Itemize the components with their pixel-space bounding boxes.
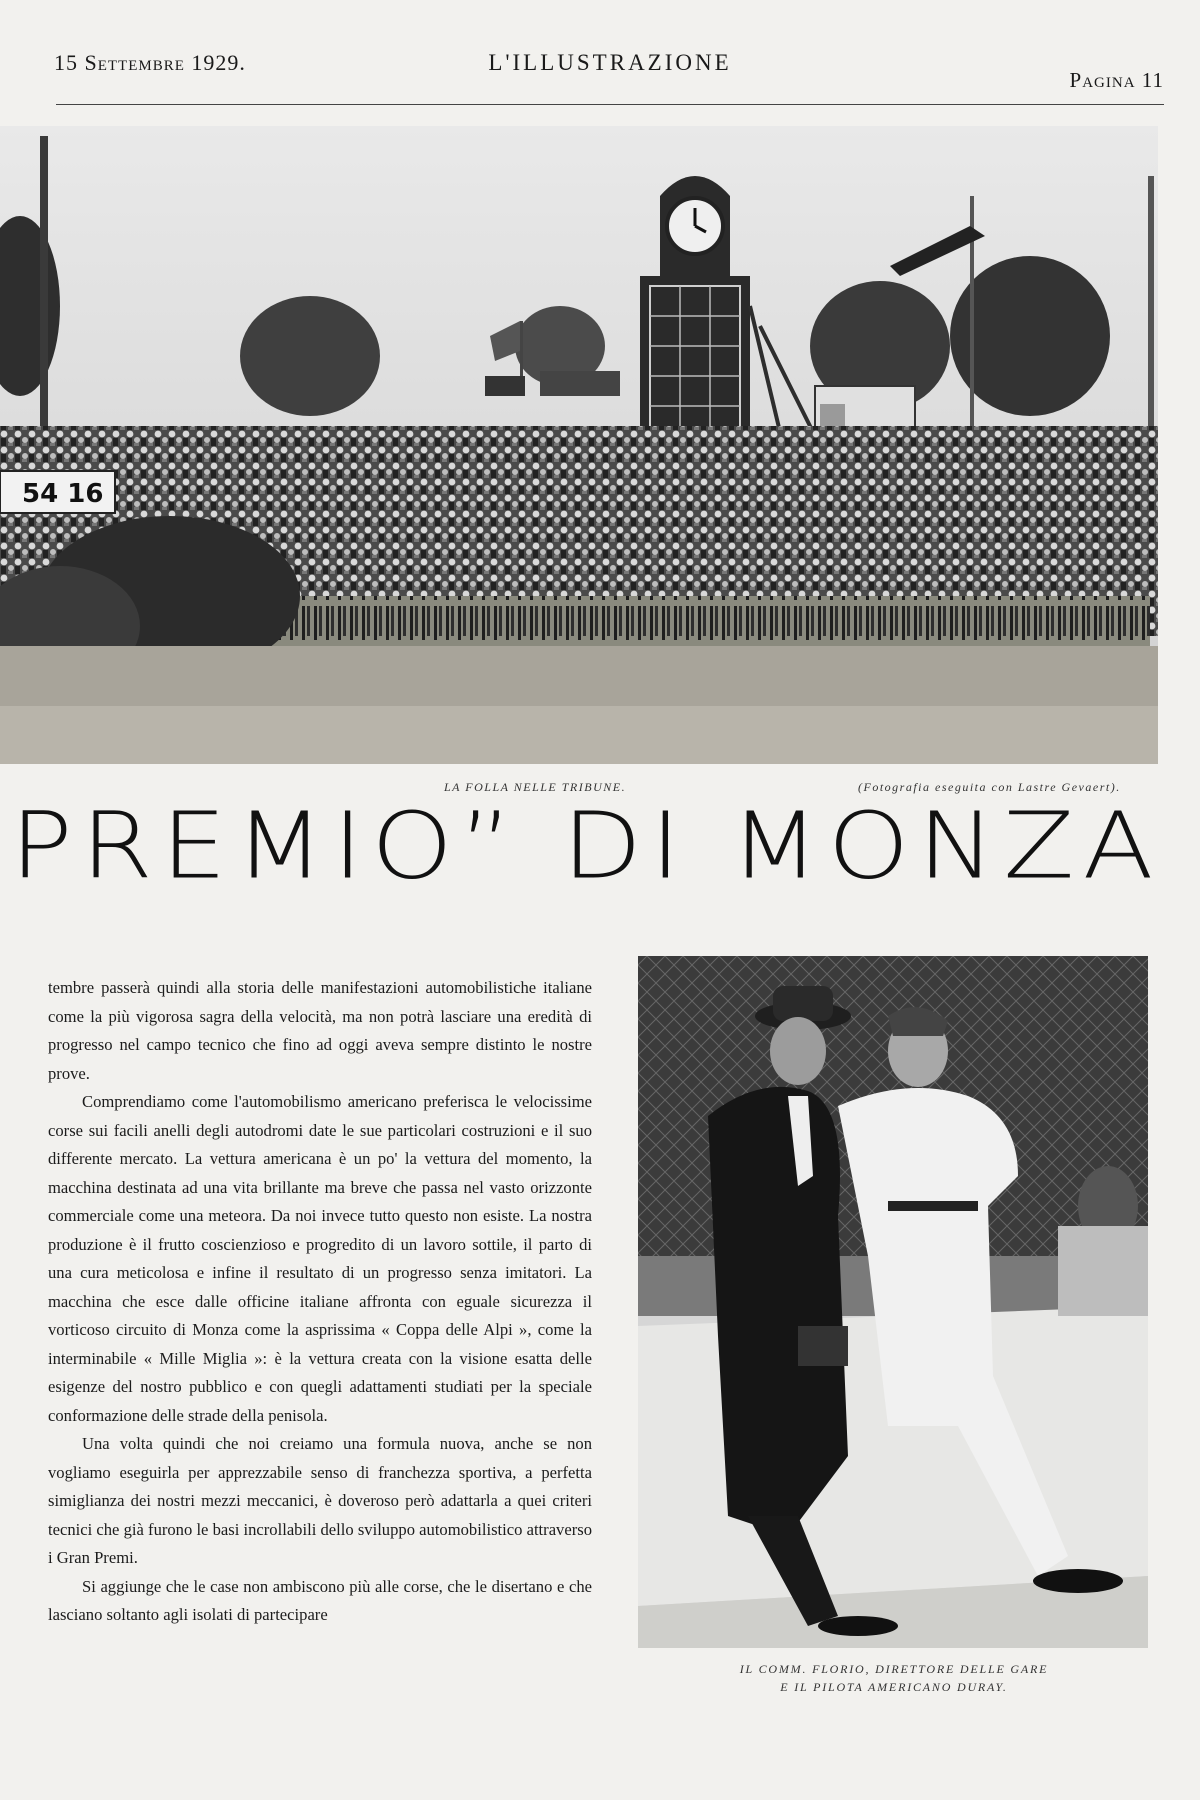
- portrait-photo: [638, 956, 1148, 1648]
- article-title: PREMIO” DI MONZA: [10, 792, 1162, 900]
- issue-date: 15 Settembre 1929.: [54, 50, 246, 75]
- crowd-photo-illustration: [0, 126, 1158, 764]
- photo-credit: (Fotografia eseguita con Lastre Gevaert).: [858, 780, 1121, 794]
- crowd-photo: [0, 126, 1158, 764]
- magazine-title: L'ILLUSTRAZIONE: [488, 50, 732, 75]
- portrait-caption: [640, 1660, 1148, 1696]
- article-body: [48, 974, 592, 1630]
- portrait-photo-illustration: [638, 956, 1148, 1648]
- header-rule: [56, 104, 1164, 105]
- portrait-caption-line-2: E IL PILOTA AMERICANO DURAY.: [780, 1680, 1008, 1694]
- paragraph: Comprendiamo come l'automobilismo americano preferisca le velocissime corse sui facili anelli degli autodromi date le sue particolari costruzioni e il suo differente mercato. La vettura americana è un po' la vettura del momento, la macchina destinata ad una vita brillante ma breve che passa nel vasto orizzonte commerciale come una meteora. Da noi invece tutto questo non esiste. La nostra produzione è il frutto coscienzioso e progredito di un lavoro sottile, il parto di una cura meticolosa e infine il resultato di un progresso senza imitatori. La macchina che esce dalle officine italiane affronta con eguale sicurezza il vorticoso circuito di Monza come la asprissima « Coppa delle Alpi », come la interminabile « Mille Miglia »: è la vettura creata con la visione esatta delle esigenze del nostro pubblico e con quegli adattamenti studiati per la speciale conformazione delle strade della penisola.: [48, 1092, 592, 1425]
- scoreboard-number: 54 16: [22, 479, 104, 509]
- page-number: Pagina 11: [1069, 68, 1164, 92]
- paragraph: Una volta quindi che noi creiamo una formula nuova, anche se non vogliamo eseguirla per apprezzabile senso di franchezza sportiva, a perfetta simiglianza dei nostri mezzi meccanici, è doveroso però adattarla a quei criteri tecnici che già furono le basi incrollabili dello sviluppo automobilistico attraverso i Gran Premi.: [48, 1434, 592, 1567]
- paragraph: Si aggiunge che le case non ambiscono più alle corse, che le disertano e che lasciano soltanto agli isolati di partecipare: [48, 1576, 592, 1624]
- portrait-caption-line-1: IL COMM. FLORIO, DIRETTORE DELLE GARE: [739, 1662, 1049, 1676]
- crowd-photo-caption: LA FOLLA NELLE TRIBUNE.: [444, 780, 627, 794]
- paragraph: tembre passerà quindi alla storia delle manifestazioni automobilistiche italiane come la più vigorosa sagra della velocità, ma non potrà lasciare una eredità di progresso nel campo tecnico che fino ad oggi aveva sempre distinto le nostre prove.: [48, 978, 592, 1083]
